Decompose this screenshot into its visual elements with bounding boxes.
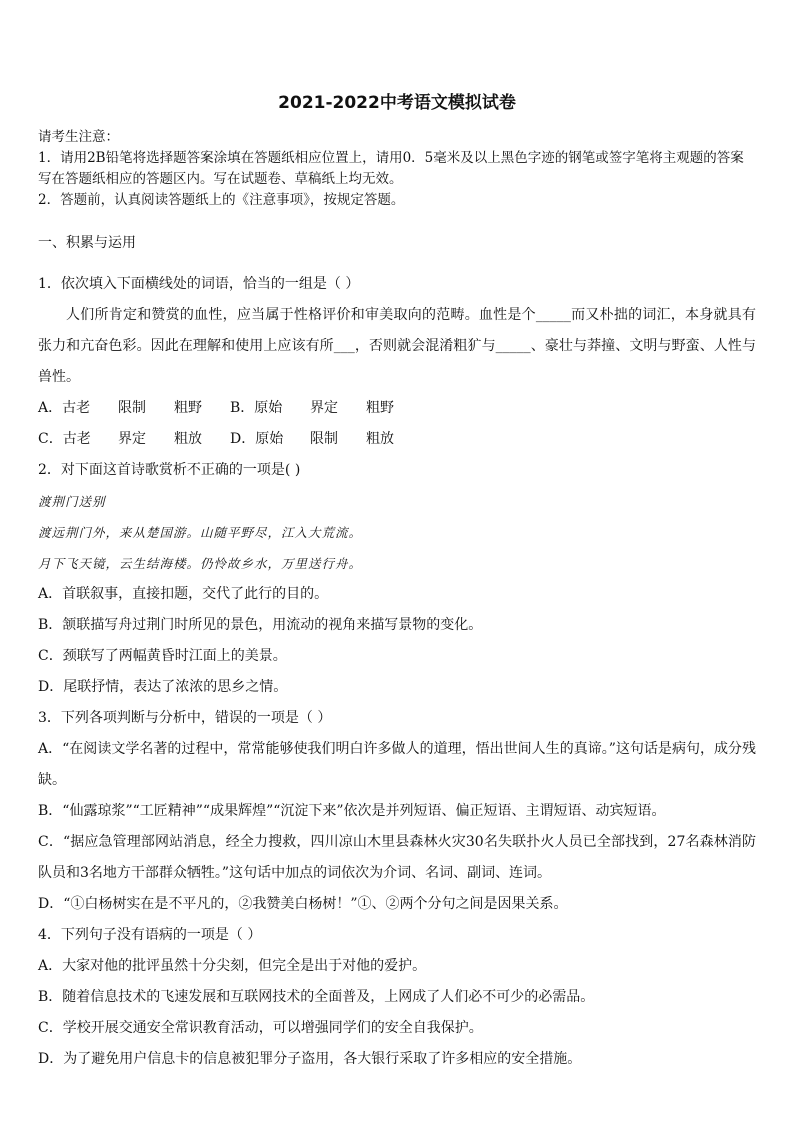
option-c-word-2: 界定 [118, 431, 146, 447]
question-3-option-c: C．“据应急管理部网站消息，经全力搜救，四川凉山木里县森林火灾30名失联扑火人员已全部找到，27名森林消防队员和3名地方干部群众牺牲。”这句话中加点的词依次为介词、名词、副词、连词。 [38, 834, 756, 881]
notice-block [38, 127, 756, 211]
question-4-option-c: C．学校开展交通安全常识教育活动，可以增强同学们的安全自我保护。 [38, 1020, 483, 1036]
question-2 [38, 455, 756, 703]
question-4-stem: 4．下列句子没有语病的一项是（ ） [38, 927, 262, 943]
question-1-options-ab [38, 393, 756, 424]
option-a-word-2: 限制 [118, 400, 146, 416]
question-4-option-d: D．为了避免用户信息卡的信息被犯罪分子盗用，各大银行采取了许多相应的安全措施。 [38, 1051, 582, 1067]
option-d-word-2: 限制 [310, 431, 338, 447]
question-3-option-d: D．“①白杨树实在是不平凡的，②我赞美白杨树！”①、②两个分句之间是因果关系。 [38, 896, 568, 912]
question-3 [38, 703, 756, 920]
question-1-options-cd [38, 424, 756, 455]
question-2-stem: 2．对下面这首诗歌赏析不正确的一项是( ) [38, 462, 301, 478]
section-heading: 一、积累与运用 [38, 235, 136, 251]
notice-item-2: 2．答题前，认真阅读答题纸上的《注意事项》，按规定答题。 [38, 192, 405, 208]
question-4 [38, 920, 756, 1075]
page-title: 2021-2022中考语文模拟试卷 [278, 93, 516, 113]
question-3-stem: 3．下列各项判断与分析中，错误的一项是（ ） [38, 710, 332, 726]
poem-title: 渡荆门送别 [38, 494, 106, 509]
question-2-option-d: D．尾联抒情，表达了浓浓的思乡之情。 [38, 679, 288, 695]
option-d-word-3: 粗放 [366, 431, 394, 447]
question-4-option-a: A．大家对他的批评虽然十分尖刻，但完全是出于对他的爱护。 [38, 958, 427, 974]
option-b-word-1: B．原始 [230, 400, 283, 416]
question-3-option-a: A．“在阅读文学名著的过程中，常常能够使我们明白许多做人的道理，悟出世间人生的真谛。”这句话是病句，成分残缺。 [38, 741, 756, 788]
question-1-stem: 1．依次填入下面横线处的词语，恰当的一组是（ ） [38, 276, 360, 292]
poem-line-2: 月下飞天镜，云生结海楼。仍怜故乡水，万里送行舟。 [38, 556, 363, 571]
option-b-word-3: 粗野 [366, 400, 394, 416]
question-2-option-a: A．首联叙事，直接扣题，交代了此行的目的。 [38, 586, 329, 602]
option-a-word-1: A．古老 [38, 400, 91, 416]
notice-item-1: 1．请用2B铅笔将选择题答案涂填在答题纸相应位置上，请用0．5毫米及以上黑色字迹的钢笔或签字笔将主观题的答案写在答题纸相应的答题区内。写在试题卷、草稿纸上均无效。 [38, 150, 744, 187]
question-1-passage: 人们所肯定和赞赏的血性，应当属于性格评价和审美取向的范畴。血性是个_____而又朴拙的词汇，本身就具有张力和亢奋色彩。因此在理解和使用上应该有所___，否则就会混淆粗犷与_____、豪壮与莽撞、文明与野蛮、人性与兽性。 [38, 307, 756, 385]
question-2-option-b: B．颔联描写舟过荆门时所见的景色，用流动的视角来描写景物的变化。 [38, 617, 483, 633]
option-c-word-1: C．古老 [38, 431, 91, 447]
notice-heading: 请考生注意： [38, 129, 119, 145]
poem-line-1: 渡远荆门外，来从楚国游。山随平野尽，江入大荒流。 [38, 525, 363, 540]
question-1 [38, 269, 756, 455]
option-c-word-3: 粗放 [174, 431, 202, 447]
option-b-word-2: 界定 [310, 400, 338, 416]
question-3-option-b: B．“仙露琼浆”“工匠精神”“成果辉煌”“沉淀下来”依次是并列短语、偏正短语、主谓短语、动宾短语。 [38, 803, 666, 819]
question-2-option-c: C．颈联写了两幅黄昏时江面上的美景。 [38, 648, 287, 664]
question-4-option-b: B．随着信息技术的飞速发展和互联网技术的全面普及，上网成了人们必不可少的必需品。 [38, 989, 595, 1005]
option-a-word-3: 粗野 [174, 400, 202, 416]
option-d-word-1: D．原始 [230, 431, 284, 447]
